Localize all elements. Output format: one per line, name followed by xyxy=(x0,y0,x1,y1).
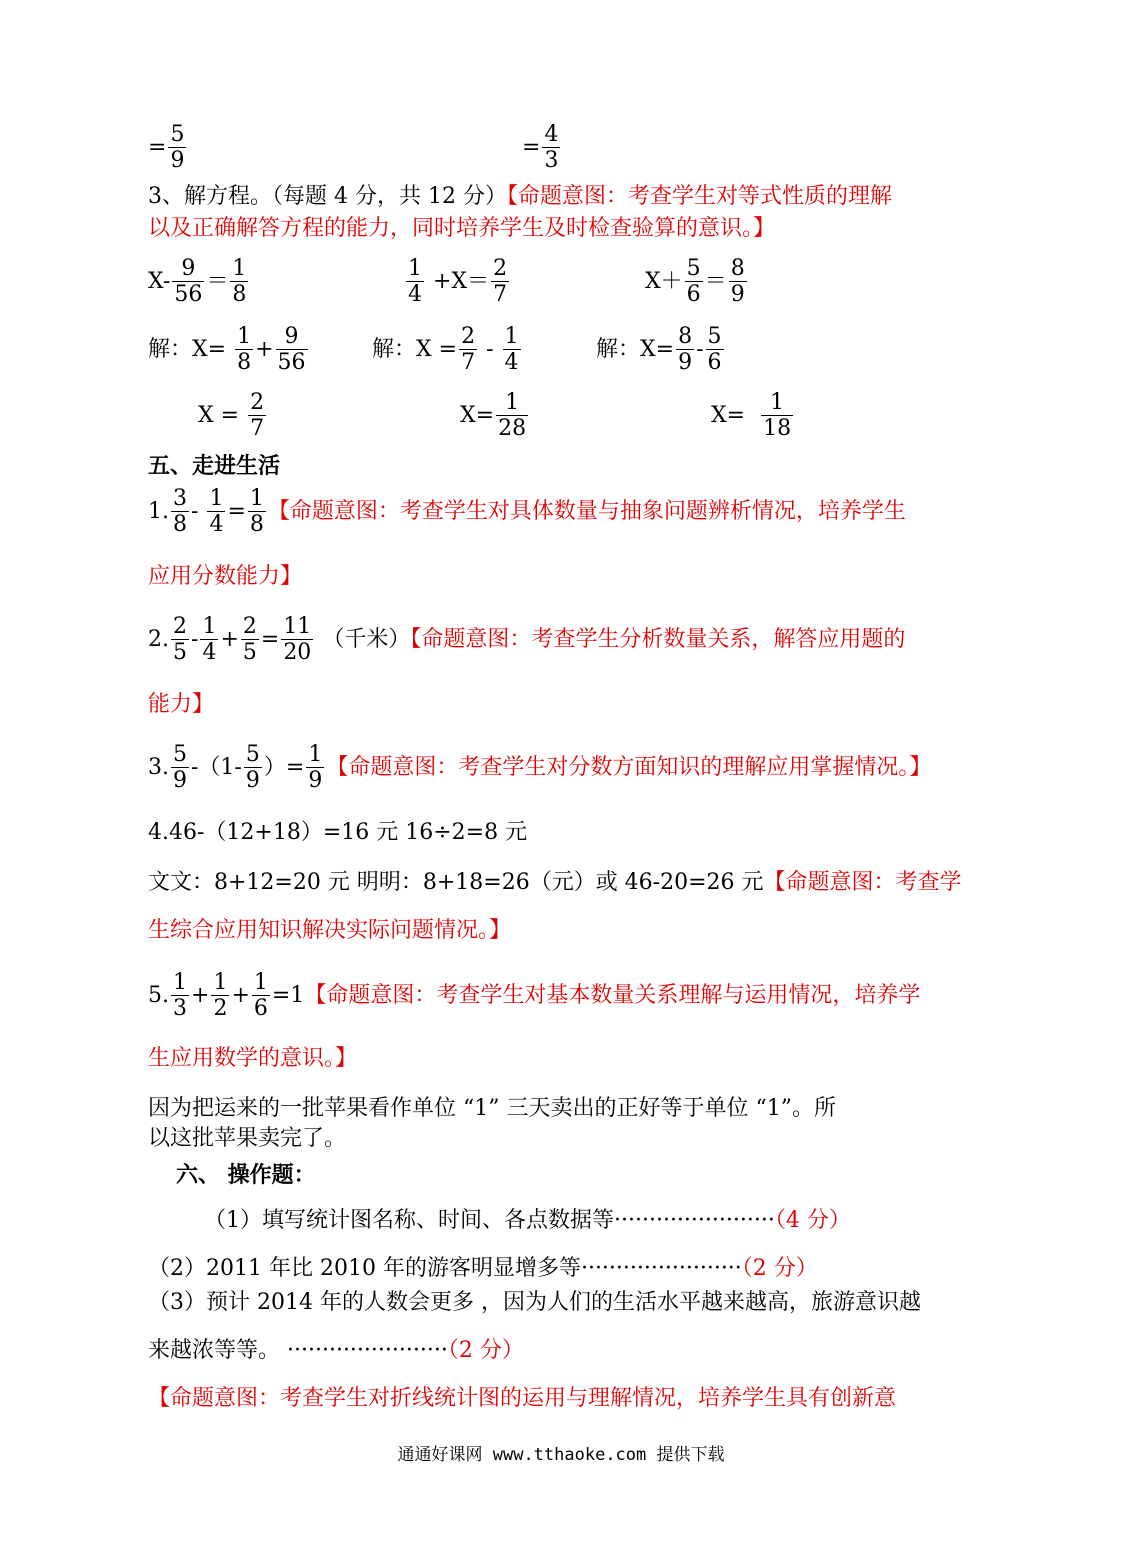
result-label: X= xyxy=(711,402,746,428)
q5-line xyxy=(148,970,920,1022)
fraction xyxy=(172,256,204,308)
denominator: 7 xyxy=(250,416,265,442)
denominator: 9 xyxy=(245,768,260,794)
numerator: 1 xyxy=(408,256,422,281)
op: ＝ xyxy=(206,268,229,294)
numerator: 2 xyxy=(461,324,476,349)
fraction xyxy=(168,122,186,174)
result-label: X = xyxy=(198,402,240,428)
item-text: （2）2011 年比 2010 年的游客明显增多等······················· xyxy=(148,1256,742,1281)
op: - xyxy=(696,336,704,362)
intent-text: 【命题意图：考查学生对折线统计图的运用与理解情况，培养学生具有创新意 xyxy=(148,1386,897,1411)
op: + xyxy=(191,982,210,1008)
numerator: 8 xyxy=(678,324,693,349)
result-2 xyxy=(460,390,530,442)
denominator: 6 xyxy=(253,996,268,1022)
q3-line xyxy=(148,742,931,794)
denominator: 6 xyxy=(707,350,722,376)
fraction xyxy=(171,970,189,1022)
numerator: 2 xyxy=(250,390,265,415)
denominator: 7 xyxy=(461,350,476,376)
explanation-line1: 因为把运来的一批苹果看作单位 “1” 三天卖出的正好等于单位 “1”。所 xyxy=(148,1096,836,1121)
denominator: 18 xyxy=(763,416,792,442)
intent-text: 能力】 xyxy=(148,692,215,717)
fraction xyxy=(496,390,528,442)
op: -（1- xyxy=(191,754,242,780)
denominator: 3 xyxy=(544,148,559,174)
denominator: 56 xyxy=(277,350,306,376)
section6-item1 xyxy=(204,1210,851,1232)
denominator: 9 xyxy=(730,282,745,308)
solution-label: 解：X = xyxy=(372,336,458,362)
question-number: 5. xyxy=(148,982,169,1008)
denominator: 8 xyxy=(173,512,187,538)
fraction xyxy=(171,742,189,794)
fraction xyxy=(306,742,324,794)
denominator: 9 xyxy=(173,768,187,794)
fraction xyxy=(241,614,259,666)
result-3 xyxy=(711,390,795,442)
fraction xyxy=(230,256,248,308)
q4-line2 xyxy=(148,872,962,894)
numerator: 1 xyxy=(505,390,520,415)
intent-text: 生综合应用知识解决实际问题情况。】 xyxy=(148,918,512,943)
q2-line xyxy=(148,614,905,666)
section6-title: 六、 操作题： xyxy=(176,1162,316,1188)
section3-title: 3、解方程。（每题 4 分，共 12 分） xyxy=(148,184,507,209)
denominator: 8 xyxy=(249,512,264,538)
op: =1 xyxy=(271,982,305,1008)
numerator: 5 xyxy=(170,122,185,147)
op: +X＝ xyxy=(426,268,490,294)
q4-text: 文文：8+12=20 元 明明：8+18=26（元）或 46-20=26 元 xyxy=(148,870,764,895)
op: ＝ xyxy=(704,268,727,294)
fraction xyxy=(542,122,560,174)
solution-label: 解：X= xyxy=(148,336,227,362)
fraction xyxy=(207,486,225,538)
question-number: 3. xyxy=(148,754,169,780)
numerator: 1 xyxy=(209,486,224,511)
denominator: 28 xyxy=(498,416,527,442)
numerator: 1 xyxy=(308,742,323,767)
section6-item3-line2 xyxy=(148,1340,524,1362)
denominator: 56 xyxy=(174,282,203,308)
numerator: 2 xyxy=(173,614,187,639)
equals-sign: = xyxy=(148,134,167,160)
fraction xyxy=(276,324,308,376)
op: X＋ xyxy=(645,268,683,294)
numerator: 9 xyxy=(181,256,196,281)
question-number: 2. xyxy=(148,626,169,652)
fraction xyxy=(200,614,218,666)
intent-text: 【命题意图：考查学生对分数方面知识的理解应用掌握情况。】 xyxy=(326,754,932,780)
fraction xyxy=(211,970,229,1022)
fraction xyxy=(171,614,189,666)
top-result-2 xyxy=(522,122,562,174)
intent-text: 【命题意图：考查学 xyxy=(763,870,962,895)
fraction xyxy=(248,390,266,442)
numerator: 1 xyxy=(173,970,187,995)
numerator: 1 xyxy=(232,256,247,281)
denominator: 4 xyxy=(202,640,217,666)
intent-text: 生应用数学的意识。】 xyxy=(148,1046,358,1071)
section3-heading xyxy=(148,186,892,208)
solution-label: 解：X= xyxy=(596,336,675,362)
op: - xyxy=(162,268,171,294)
question-number: 1. xyxy=(148,498,169,524)
denominator: 3 xyxy=(173,996,187,1022)
fraction xyxy=(248,486,266,538)
denominator: 4 xyxy=(408,282,422,308)
fraction xyxy=(244,742,262,794)
denominator: 5 xyxy=(242,640,257,666)
numerator: 1 xyxy=(213,970,228,995)
equation-3 xyxy=(645,256,749,308)
fraction xyxy=(685,256,703,308)
numerator: 4 xyxy=(544,122,559,147)
equation-2 xyxy=(404,256,511,308)
denominator: 5 xyxy=(173,640,187,666)
op: = xyxy=(227,498,246,524)
op: + xyxy=(220,626,239,652)
op: - xyxy=(191,626,199,652)
numerator: 5 xyxy=(245,742,260,767)
denominator: 6 xyxy=(686,282,701,308)
op: + xyxy=(255,336,274,362)
numerator: 1 xyxy=(770,390,785,415)
top-result-1 xyxy=(148,122,188,174)
intent-text: 【命题意图：考查学生对具体数量与抽象问题辨析情况，培养学生 xyxy=(267,498,906,524)
denominator: 20 xyxy=(283,640,312,666)
numerator: 5 xyxy=(686,256,701,281)
section6-item2 xyxy=(148,1258,818,1280)
item-text: 来越浓等等。 ······················· xyxy=(148,1338,448,1363)
page-footer: 通通好课网 www.tthaoke.com 提供下载 xyxy=(397,1445,725,1465)
numerator: 8 xyxy=(730,256,745,281)
intent-text: 【命题意图：考查学生对等式性质的理解 xyxy=(506,184,892,209)
numerator: 1 xyxy=(253,970,268,995)
fraction xyxy=(406,256,424,308)
numerator: 2 xyxy=(493,256,508,281)
numerator: 5 xyxy=(707,324,722,349)
section5-title: 五、走进生活 xyxy=(148,453,281,479)
item-text: （1）填写统计图名称、时间、各点数据等······················· xyxy=(204,1208,775,1233)
op: - xyxy=(486,336,494,362)
numerator: 5 xyxy=(173,742,187,767)
fraction xyxy=(676,324,694,376)
denominator: 8 xyxy=(237,350,252,376)
denominator: 4 xyxy=(504,350,519,376)
numerator: 11 xyxy=(283,614,312,639)
section6-item3-line1: （3）预计 2014 年的人数会更多 ，因为人们的生活水平越来越高，旅游意识越 xyxy=(148,1290,921,1315)
numerator: 1 xyxy=(504,324,519,349)
intent-text: 以及正确解答方程的能力，同时培养学生及时检查验算的意识。】 xyxy=(148,216,776,241)
op: - xyxy=(191,498,199,524)
fraction xyxy=(729,256,747,308)
intent-text: 应用分数能力】 xyxy=(148,564,303,589)
denominator: 2 xyxy=(213,996,228,1022)
intent-text: 【命题意图：考查学生对基本数量关系理解与运用情况，培养学 xyxy=(304,982,921,1008)
unit-label: （千米） xyxy=(322,626,411,652)
q1-line xyxy=(148,486,906,538)
denominator: 4 xyxy=(209,512,224,538)
denominator: 9 xyxy=(678,350,693,376)
q4-line1: 4.46-（12+18）=16 元 16÷2=8 元 xyxy=(148,820,528,845)
denominator: 7 xyxy=(493,282,508,308)
numerator: 9 xyxy=(284,324,299,349)
var-x: X xyxy=(148,268,163,294)
op: = xyxy=(260,626,280,652)
numerator: 3 xyxy=(173,486,187,511)
denominator: 9 xyxy=(170,148,185,174)
solution-2 xyxy=(372,324,523,376)
score-text: （4 分） xyxy=(774,1208,851,1233)
op: ）= xyxy=(263,754,305,780)
numerator: 1 xyxy=(202,614,217,639)
numerator: 1 xyxy=(237,324,252,349)
fraction xyxy=(459,324,477,376)
solution-1 xyxy=(148,324,310,376)
fraction xyxy=(706,324,724,376)
result-1 xyxy=(198,390,268,442)
fraction xyxy=(761,390,793,442)
denominator: 8 xyxy=(232,282,247,308)
fraction xyxy=(235,324,253,376)
equation-1 xyxy=(148,256,250,308)
score-text: （2 分） xyxy=(447,1338,524,1363)
fraction xyxy=(171,486,189,538)
explanation-line2: 以这批苹果卖完了。 xyxy=(148,1126,347,1151)
op: + xyxy=(231,982,250,1008)
fraction xyxy=(252,970,270,1022)
fraction xyxy=(491,256,509,308)
numerator: 2 xyxy=(242,614,257,639)
result-label: X= xyxy=(460,402,495,428)
numerator: 1 xyxy=(249,486,264,511)
fraction xyxy=(503,324,521,376)
score-text: （2 分） xyxy=(741,1256,818,1281)
equals-sign: = xyxy=(522,134,541,160)
fraction xyxy=(281,614,313,666)
intent-text: 【命题意图：考查学生分析数量关系，解答应用题的 xyxy=(410,626,906,652)
solution-3 xyxy=(596,324,726,376)
denominator: 9 xyxy=(308,768,323,794)
